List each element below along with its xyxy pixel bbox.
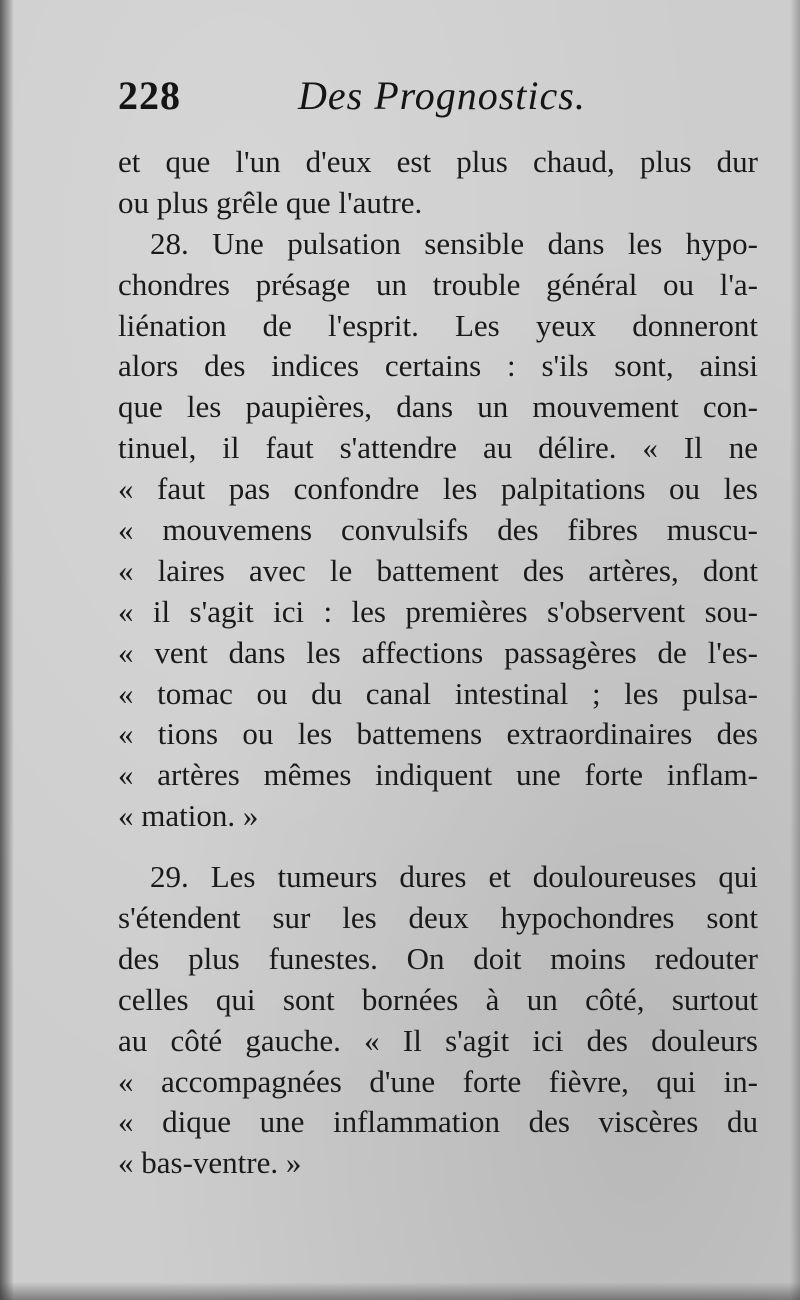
page-edge-shadow-left xyxy=(0,0,14,1300)
page-edge-shadow-right xyxy=(790,0,800,1300)
page-edge-shadow-bottom xyxy=(0,1282,800,1300)
text-line: celles qui sont bornées à un côté, surtout xyxy=(118,981,758,1017)
text-line: et que l'un d'eux est plus chaud, plus dur xyxy=(118,144,758,179)
text-line: 29. Les tumeurs dures et douloureuses qui xyxy=(150,859,758,895)
quote-line: « artères mêmes indiquent une forte inflam- xyxy=(118,757,758,793)
body-text xyxy=(118,142,758,1184)
quote-line: « mation. » xyxy=(118,798,259,834)
text-line: alors des indices certains : s'ils sont, ainsi xyxy=(118,348,758,384)
text-line: tinuel, il faut s'attendre au délire. « Il ne xyxy=(118,430,758,466)
quote-line: « bas-ventre. » xyxy=(118,1145,302,1181)
quote-line: « faut pas confondre les palpitations ou les xyxy=(118,471,758,507)
paragraph-28 xyxy=(118,224,758,837)
text-line: liénation de l'esprit. Les yeux donneront xyxy=(118,307,758,343)
text-line: au côté gauche. « Il s'agit ici des douleurs xyxy=(118,1022,758,1058)
text-line: des plus funestes. On doit moins redouter xyxy=(118,940,758,976)
quote-line: « tomac ou du canal intestinal ; les pulsa- xyxy=(118,675,758,711)
quote-line: « mouvemens convulsifs des fibres muscu- xyxy=(118,512,758,548)
quote-line: « accompagnées d'une forte fièvre, qui in- xyxy=(118,1063,758,1099)
text-line: s'étendent sur les deux hypochondres sont xyxy=(118,900,758,936)
quote-line: « tions ou les battemens extraordinaires des xyxy=(118,716,758,752)
text-line: chondres présage un trouble général ou l'a- xyxy=(118,266,758,302)
quote-line: « laires avec le battement des artères, dont xyxy=(118,552,758,588)
running-title: Des Prognostics. xyxy=(298,73,586,118)
paragraph-continuation xyxy=(118,142,758,224)
text-line: 28. Une pulsation sensible dans les hypo- xyxy=(150,225,758,261)
text-line: ou plus grêle que l'autre. xyxy=(118,184,423,220)
quote-line: « vent dans les affections passagères de l'es- xyxy=(118,634,758,670)
page-number: 228 xyxy=(118,73,181,118)
page-header xyxy=(118,72,758,132)
quote-line: « dique une inflammation des viscères du xyxy=(118,1104,758,1140)
text-line: que les paupières, dans un mouvement con- xyxy=(118,389,758,425)
paragraph-29 xyxy=(118,857,758,1184)
quote-line: « il s'agit ici : les premières s'observent sou- xyxy=(118,593,758,629)
